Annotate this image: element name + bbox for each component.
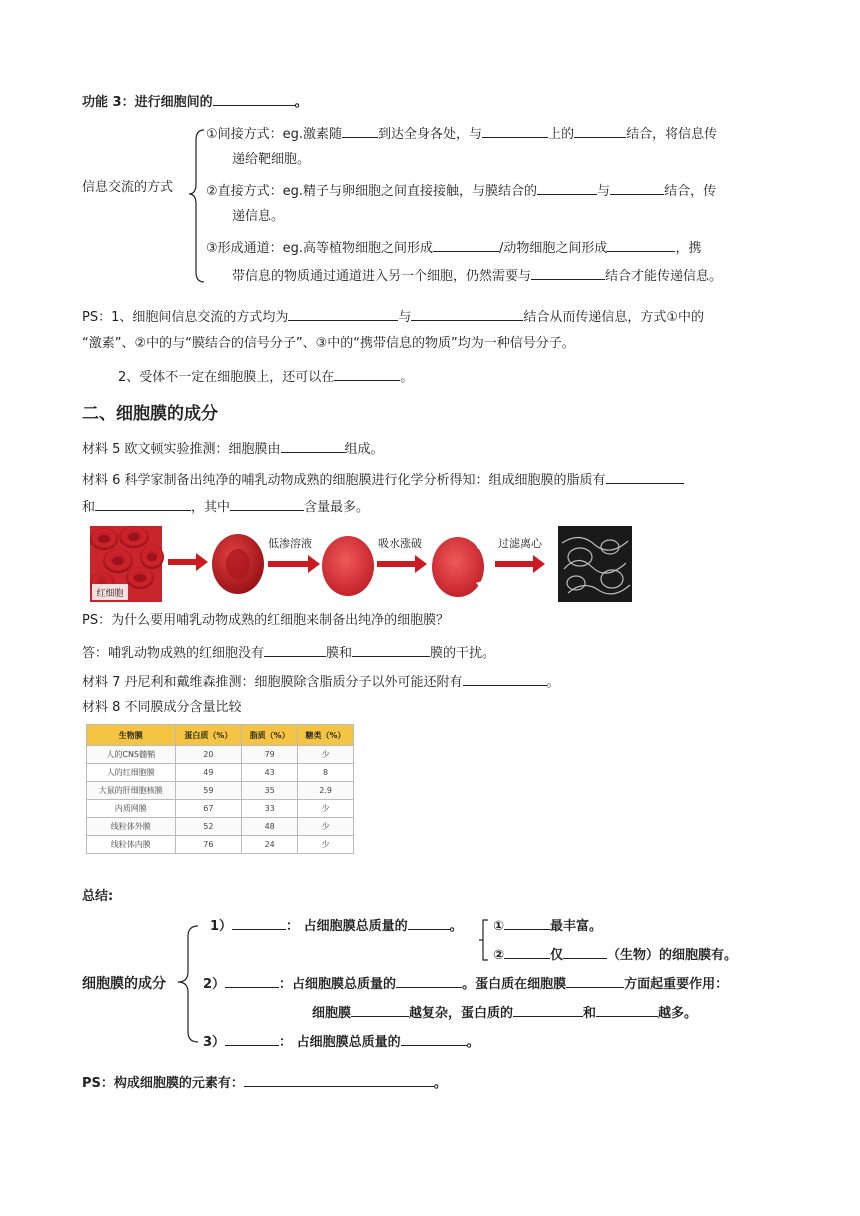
func3-line: 功能 3：进行细胞间的 。	[82, 91, 308, 113]
blank[interactable]	[563, 944, 607, 959]
blank[interactable]	[433, 237, 499, 252]
blank[interactable]	[225, 973, 279, 988]
signal-title: 信息交流的方式	[82, 180, 174, 195]
blank[interactable]	[230, 496, 304, 511]
blank[interactable]	[351, 1002, 409, 1017]
table-row: 人的CNS髓鞘 20 79 少	[87, 746, 354, 764]
summary-row-2-cont: 细胞膜 越复杂，蛋白质的 和 越多。	[312, 1002, 697, 1024]
blank[interactable]	[244, 1072, 434, 1087]
table-header: 生物膜 蛋白质（%） 脂质（%） 糖类（%）	[87, 725, 354, 746]
signal-item-1-cont: 递给靶细胞。	[232, 152, 311, 167]
blank[interactable]	[411, 306, 523, 321]
arrow-3	[377, 555, 427, 573]
blank[interactable]	[463, 671, 547, 686]
summary-row-1: 1） ： 占细胞膜总质量的 。	[210, 915, 463, 937]
summary-row-2: 2） ：占细胞膜总质量的 。蛋白质在细胞膜 方面起重要作用：	[203, 973, 728, 995]
table-row: 大鼠的肝细胞核膜 59 35 2.9	[87, 782, 354, 800]
ps2-answer: 答：哺乳动物成熟的红细胞没有 膜和 膜的干扰。	[82, 642, 495, 664]
membrane-composition-table	[86, 724, 354, 854]
material-7: 材料 7 丹尼利和戴维森推测：细胞膜除含脂质分子以外可能还附有 。	[82, 671, 560, 693]
ps3-line: PS：构成细胞膜的元素有： 。	[82, 1072, 447, 1094]
arrow-1	[168, 553, 208, 571]
ps1-line3: 2、受体不一定在细胞膜上，还可以在 。	[118, 366, 413, 388]
signal-item-3-cont: 带信息的物质通过通道进入另一个细胞，仍然需要与 结合才能传递信息。	[232, 265, 722, 287]
arrow-2	[268, 555, 320, 573]
blank[interactable]	[408, 915, 450, 930]
blank[interactable]	[482, 123, 548, 138]
signal-item-1: ①间接方式：eg.激素随 到达全身各处，与 上的 结合，将信息传	[206, 123, 717, 145]
step-label-3: 过滤离心	[498, 537, 542, 550]
blank[interactable]	[281, 438, 345, 453]
blank[interactable]	[531, 265, 605, 280]
summary-label: 总结:	[82, 889, 114, 904]
blank[interactable]	[606, 469, 684, 484]
material-6-line1: 材料 6 科学家制备出纯净的哺乳动物成熟的细胞膜进行化学分析得知：组成细胞膜的脂质有	[82, 469, 684, 491]
step-label-1: 低渗溶液	[268, 537, 312, 550]
blank[interactable]	[566, 973, 624, 988]
rbc-burst	[432, 535, 486, 597]
brace-signal	[186, 126, 210, 286]
ps1-line1: PS：1、细胞间信息交流的方式均为 与 结合从而传递信息，方式①中的	[82, 306, 704, 328]
membrane-micrograph	[558, 526, 632, 602]
step-label-2: 吸水涨破	[378, 537, 422, 550]
blank[interactable]	[504, 915, 550, 930]
summary-sub-2: ② 仅 （生物）的细胞膜有。	[493, 944, 737, 966]
section-title: 二、细胞膜的成分	[82, 404, 218, 424]
blank[interactable]	[574, 123, 626, 138]
ps1-line2: “激素”、②中的与“膜结合的信号分子”、③中的“携带信息的物质”均为一种信号分子。	[82, 336, 575, 351]
ps2-question: PS：为什么要用哺乳动物成熟的红细胞来制备出纯净的细胞膜？	[82, 613, 450, 628]
material-6-line2: 和 ，其中 含量最多。	[82, 496, 369, 518]
blank[interactable]	[232, 915, 286, 930]
blank[interactable]	[396, 973, 462, 988]
brace-lipid	[478, 916, 490, 966]
table-row: 人的红细胞膜 49 43 8	[87, 764, 354, 782]
blank[interactable]	[513, 1002, 583, 1017]
blank[interactable]	[352, 642, 430, 657]
blank[interactable]	[264, 642, 326, 657]
table-row: 内质网膜 67 33 少	[87, 800, 354, 818]
blank[interactable]	[95, 496, 191, 511]
blank[interactable]	[225, 1031, 279, 1046]
rbc-swollen	[322, 536, 374, 596]
signal-item-2: ②直接方式：eg.精子与卵细胞之间直接接触，与膜结合的 与 结合，传	[206, 180, 716, 202]
blank[interactable]	[342, 123, 378, 138]
rbc-membrane-figure	[90, 523, 780, 605]
summary-title: 细胞膜的成分	[82, 976, 166, 992]
summary-row-3: 3） ： 占细胞膜总质量的 。	[203, 1031, 480, 1053]
blank[interactable]	[288, 306, 398, 321]
blank[interactable]	[537, 180, 597, 195]
blank[interactable]	[504, 944, 550, 959]
blank[interactable]	[401, 1031, 467, 1046]
blank[interactable]	[610, 180, 664, 195]
arrow-4	[495, 555, 545, 573]
signal-item-2-cont: 递信息。	[232, 209, 285, 224]
material-8: 材料 8 不同膜成分含量比较	[82, 700, 242, 715]
brace-summary	[176, 916, 204, 1050]
blank[interactable]	[596, 1002, 658, 1017]
signal-item-3: ③形成通道：eg.高等植物细胞之间形成 /动物细胞之间形成 ，携	[206, 237, 701, 259]
table-row: 线粒体内膜 76 24 少	[87, 836, 354, 854]
table-row: 线粒体外膜 52 48 少	[87, 818, 354, 836]
rbc-label: 红细胞	[96, 589, 124, 599]
blank[interactable]	[334, 366, 400, 381]
summary-sub-1: ① 最丰富。	[493, 915, 602, 937]
material-5: 材料 5 欧文顿实验推测：细胞膜由 组成。	[82, 438, 384, 460]
blank[interactable]	[607, 237, 675, 252]
rbc-normal	[212, 534, 264, 594]
blank[interactable]	[213, 91, 295, 106]
